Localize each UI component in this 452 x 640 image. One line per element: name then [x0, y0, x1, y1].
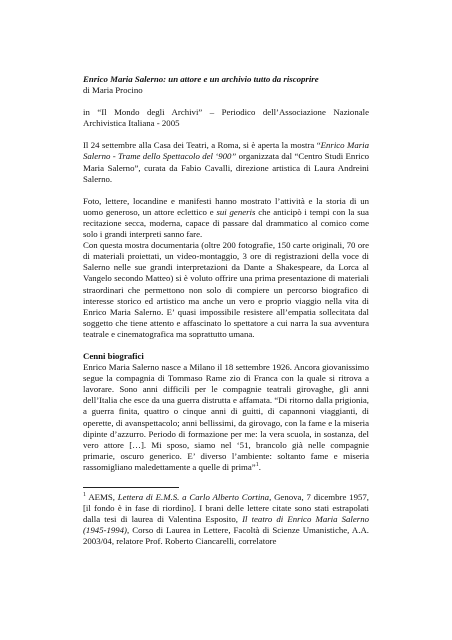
article-body — [83, 74, 369, 547]
intro-p1-text-b: organizzata dal “Centro Studi Enrico Maria Salerno”, curata da Fabio Cavalli, direzione artistica di Laura Andreini Salerno. — [83, 151, 370, 184]
biography-text: Enrico Maria Salerno nasce a Milano il 18 settembre 1926. Ancora giovanissimo segue la compagnia di Tommaso Rame zio di Franca con la quale si ritrova a lavorare. Sono anni difficili per le compagnie teatrali girovaghe, gli anni dell’Italia che esce da una guerra distrutta e affamata. “Di ritorno dalla prigionia, a guerra finita, quattro o cinque anni di guitti, di capannoni viaggianti, di operette, di avanspettacolo; anni bellissimi, da girovago, con la fame e la miseria dipinte d’azzurro. Periodo di formazione per me: la vera scuola, in sostanza, del vero attore […]. Mi sposo, siamo nel ‘51, brancolo già nelle compagnie primarie, oscuro generico. E’ diverso l’ambiente: soltanto fame e miseria rassomigliano maledettamente a quelle di prima” — [83, 362, 369, 472]
intro-paragraph-2 — [83, 196, 369, 240]
footnote-letter-title: Lettera di E.M.S. a Carlo Alberto Cortina — [117, 492, 270, 502]
sui-generis-italic: sui generis — [216, 206, 256, 217]
intro-p2-text-a: Foto, lettere, locandine e manifesti hanno mostrato l’attività e la storia di un uomo generoso, un attore eclettico e — [83, 195, 369, 217]
article-title: Enrico Maria Salerno: un attore e un archivio tutto da riscoprire — [83, 74, 319, 84]
intro-p2-text-b: che anticipò i tempi con la sua recitazione secca, moderna, capace di passare dal drammatico al comico come solo i grandi interpreti sanno fare. — [83, 206, 369, 240]
article-author: di Maria Procino — [83, 85, 143, 96]
exhibition-title: Enrico Maria Salerno - Trame dello Spettacolo del ‘900” — [83, 140, 369, 162]
article-source: in “Il Mondo degli Archivi” – Periodico dell’Associazione Nazionale Archivistica Italiana - 2005 — [83, 107, 369, 129]
intro-p1-text-a: Il 24 settembre alla Casa dei Teatri, a Roma, si è aperta la mostra “ — [83, 140, 321, 151]
footnote-reference[interactable]: 1 — [255, 461, 259, 468]
intro-paragraph-3: Con questa mostra documentaria (oltre 200 fotografie, 150 carte originali, 70 ore di materiali proiettati, un video-montaggio, 3 ore di registrazioni della voce di Salerno nelle sue grandi interpretazioni da Dante a Shakespeare, da Lorca al Vangelo secondo Matteo) si è voluto offrire una prima presentazione di materiali straordinari che permettono non solo di compiere un percorso biografico di interesse storico ed artistico ma anche un vero e proprio viaggio nella vita di Enrico Maria Salerno. E’ quasi impossibile resistere all’empatia sollecitata dal soggetto che tiene attento e affascinato lo spettatore a cui narra la sua avventura teatrale e cinematografica ma soprattutto umana. — [83, 240, 369, 339]
biography-paragraph: Enrico Maria Salerno nasce a Milano il 18 settembre 1926. Ancora giovanissimo segue la compagnia di Tommaso Rame zio di Franca con la quale si ritrova a lavorare. Sono anni difficili per le compagnie teatrali girovaghe, gli anni dell’Italia che esce da una guerra distrutta e affamata. “Di ritorno dalla prigionia, a guerra finita, quattro o cinque anni di guitti, di capannoni viaggianti, di operette, di avanspettacolo; anni bellissimi, da girovago, con la fame e la miseria dipinte d’azzurro. Periodo di formazione per me: la vera scuola, in sostanza, del vero attore […]. Mi sposo, siamo nel ‘51, brancolo già nelle compagnie primarie, oscuro generico. E’ diverso l’ambiente: soltanto fame e miseria rassomigliano maledettamente a quelle di prima”$^1$. — [83, 362, 369, 472]
footnote-thesis-title: Il teatro di Enrico Maria Salerno (1945-1994) — [83, 514, 369, 536]
section-heading-biography: Cenni biografici — [83, 350, 144, 361]
footnote-1: $^1$ AEMS, Lettera di E.M.S. a Carlo Alberto Cortina, Genova, 7 dicembre 1957, [il fondo è in fase di riordino]. I brani delle lettere citate sono stati estrapolati dalla tesi di laurea di Valentina Esposito, Il teatro di Enrico Maria Salerno (1945-1994), Corso di Laurea in Lettere, Facoltà di Scienze Umanistiche, A.A. 2003/04, relatore Prof. Roberto Ciancarelli, correlatore — [83, 492, 369, 547]
intro-paragraph-1 — [83, 140, 369, 184]
footnote-number: 1 — [83, 492, 86, 499]
footnote-separator — [83, 487, 179, 488]
